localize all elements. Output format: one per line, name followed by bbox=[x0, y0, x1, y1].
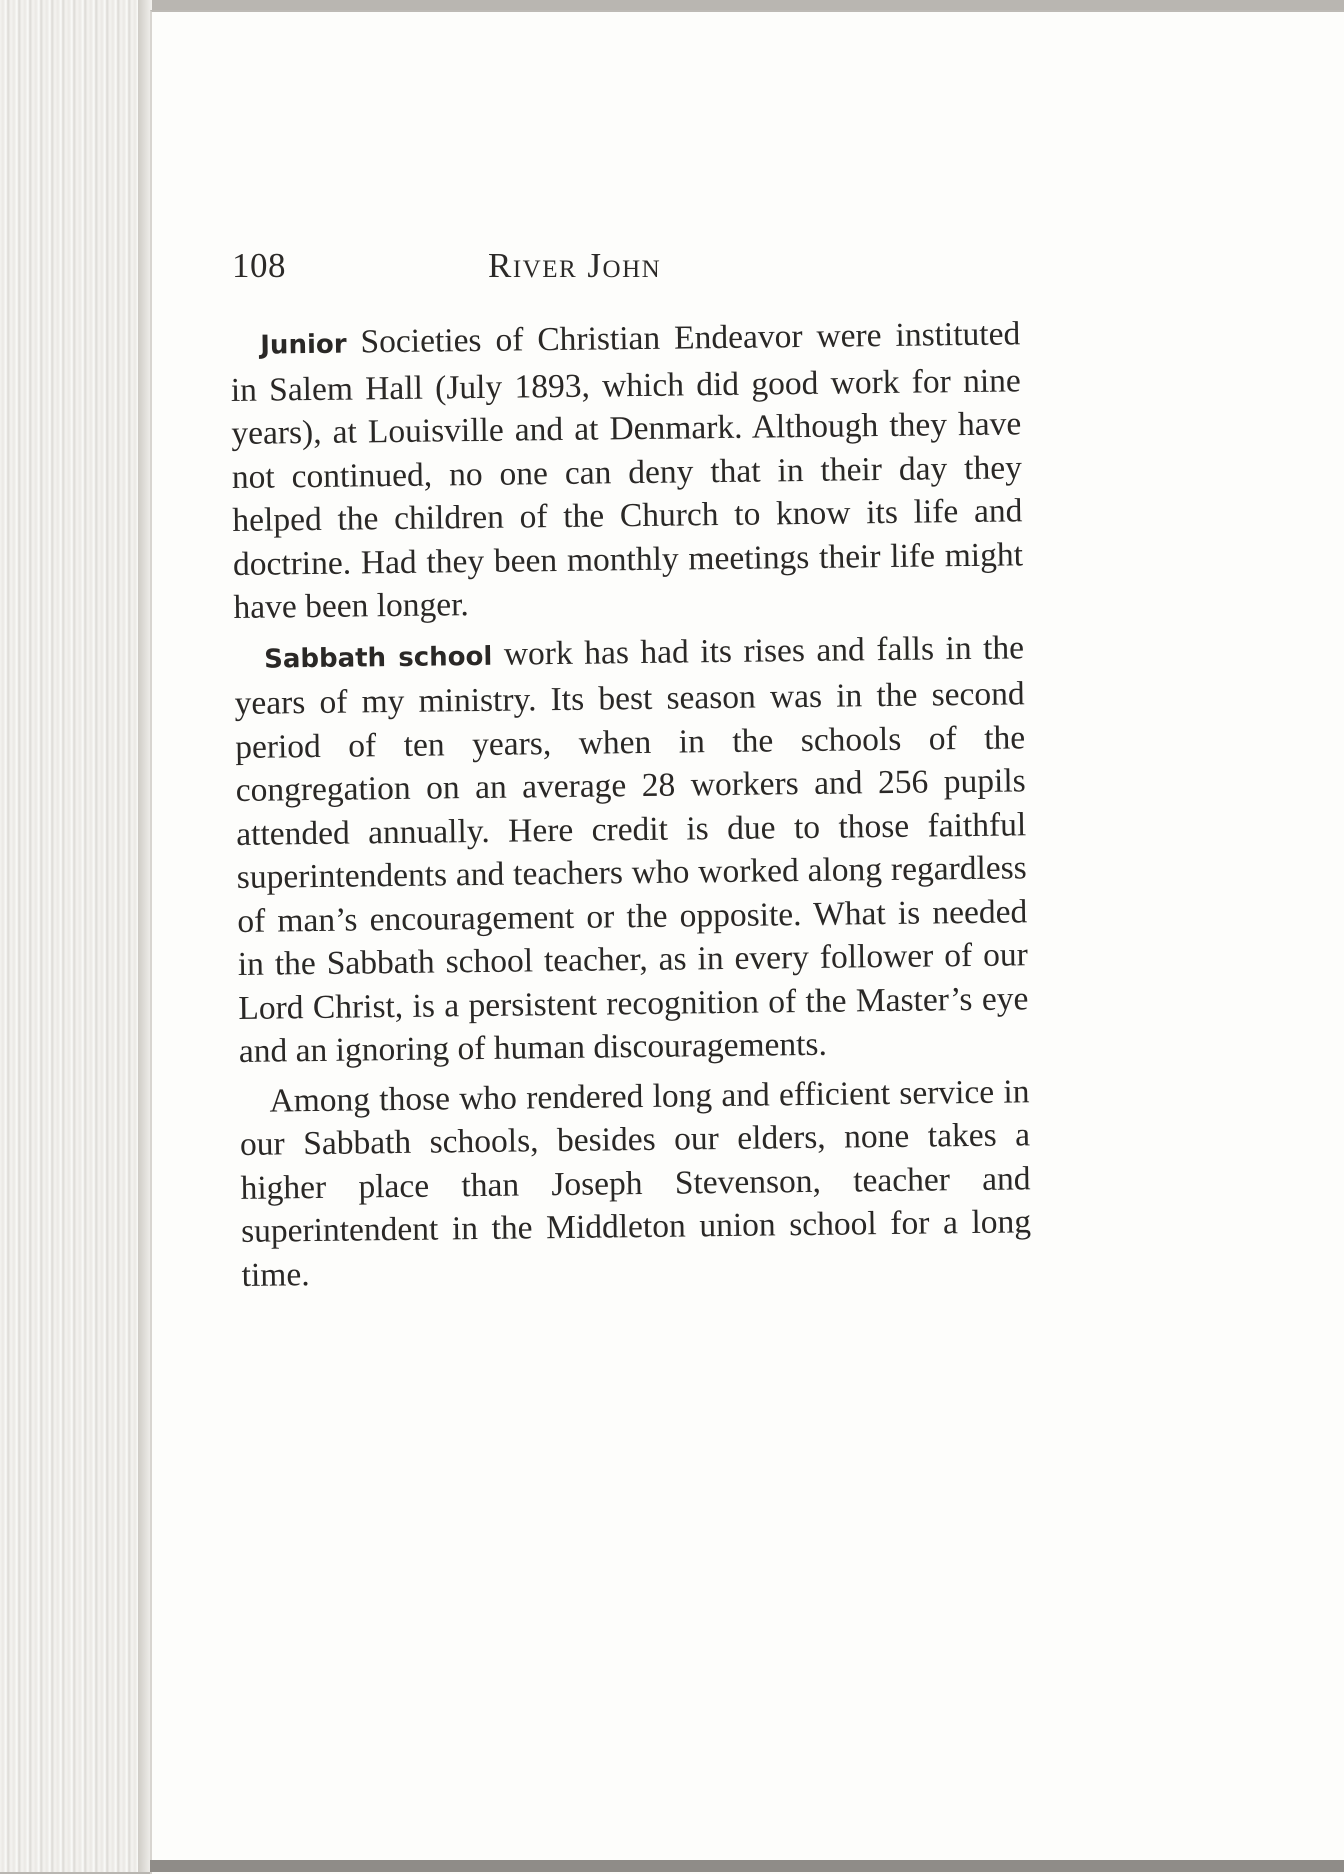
page-number: 108 bbox=[232, 246, 286, 285]
running-title: River John bbox=[488, 246, 662, 285]
paragraph-lead: Sabbath school bbox=[263, 641, 493, 675]
page-bottom-edge bbox=[150, 1860, 1344, 1872]
paragraph-long-service bbox=[239, 1070, 1032, 1297]
paragraph-junior-societies bbox=[230, 312, 1024, 629]
paragraph-text: work has had its rises and falls in the years of my ministry. Its best season was in the second period of ten years, when in the schools of the congregation on an average 28 workers and 256 pupils attended annually. Here credit is due to those faithful superintendents and teachers who worked along regardless of man’s encouragement or the opposite. What is needed in the Sabbath school teacher, as in every follower of our Lord Christ, is a persistent recognition of the Master’s eye and an ignoring of human discouragements. bbox=[234, 628, 1029, 1070]
paragraph-lead: Junior bbox=[260, 329, 347, 361]
paragraph-sabbath-school bbox=[234, 626, 1029, 1074]
body-text bbox=[230, 312, 1032, 1297]
paragraph-text: Among those who rendered long and efficient service in our Sabbath schools, besides our elders, none takes a higher place than Joseph Stevenson, teacher and superintendent in the Middleton union school for a long time. bbox=[239, 1072, 1032, 1294]
page-stack-edges bbox=[0, 0, 150, 1872]
paragraph-text: Societies of Christian Endeavor were instituted in Salem Hall (July 1893, which did good work for nine years), at Louisville and at Denmark. Although they have not continued, no one can deny that in their day they helped the children of the Church to know its life and doctrine. Had they been monthly meetings their life might have been longer. bbox=[230, 315, 1024, 626]
